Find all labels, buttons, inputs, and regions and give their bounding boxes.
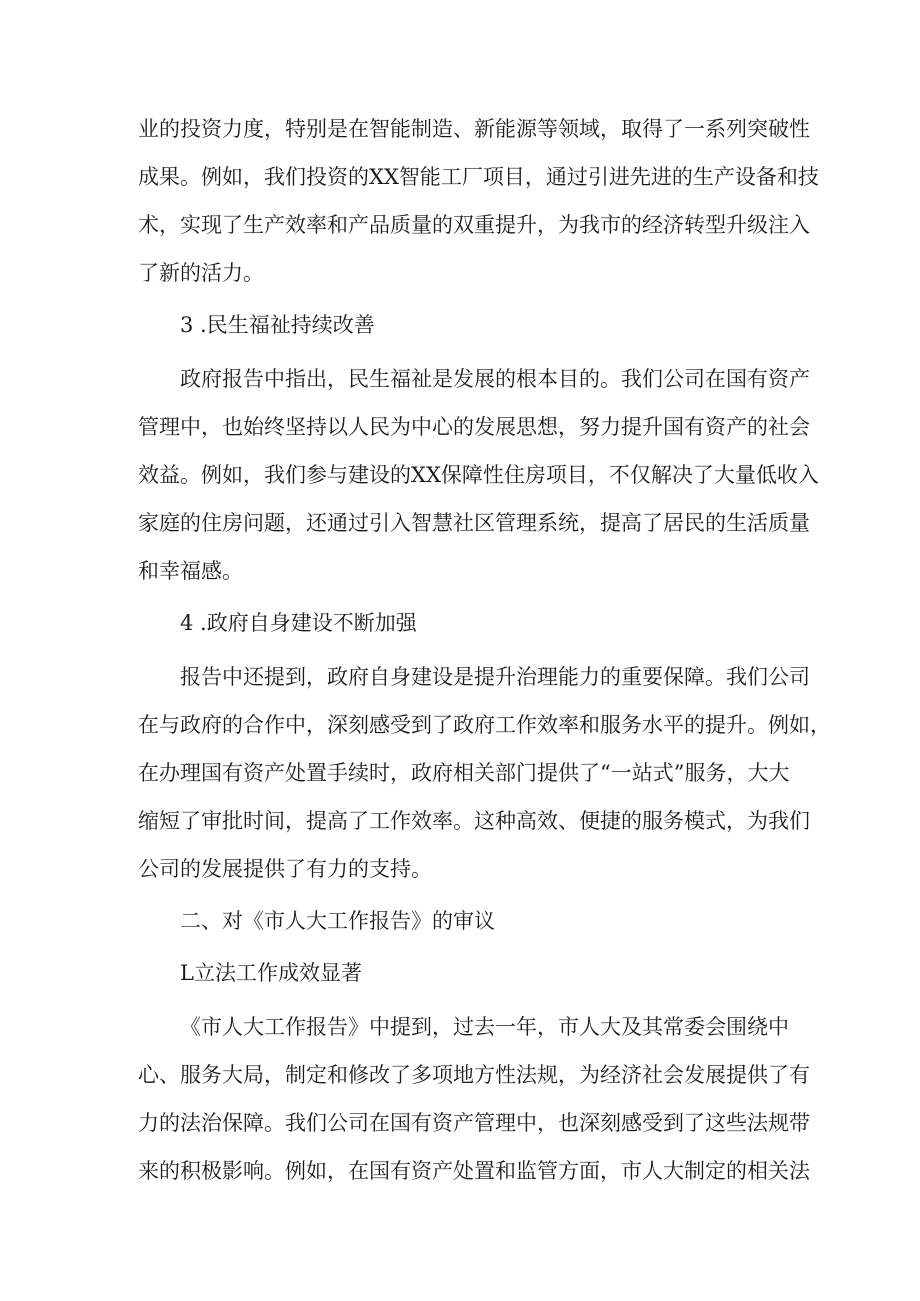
paragraph-line: 来的积极影响。例如，在国有资产处置和监管方面，市人大制定的相关法 <box>138 1159 810 1183</box>
paragraph-line: 在办理国有资产处置手续时，政府相关部门提供了“一站式”服务，大大 <box>138 761 790 785</box>
paragraph-line: 报告中还提到，政府自身建设是提升治理能力的重要保障。我们公司 <box>180 665 810 689</box>
paragraph-line: 家庭的住房问题，还通过引入智慧社区管理系统，提高了居民的生活质量 <box>138 511 810 535</box>
paragraph-line: 公司的发展提供了有力的支持。 <box>138 857 432 881</box>
paragraph-line: 成果。例如，我们投资的XX智能工厂项目，通过引进先进的生产设备和技 <box>138 165 819 189</box>
section-heading: 3 .民生福祉持续改善 <box>180 313 375 337</box>
paragraph-line: 心、服务大局，制定和修改了多项地方性法规，为经济社会发展提供了有 <box>138 1063 810 1087</box>
paragraph-line: 术，实现了生产效率和产品质量的双重提升，为我市的经济转型升级注入 <box>138 213 810 237</box>
subsection-heading: L立法工作成效显著 <box>180 961 362 985</box>
paragraph-line: 政府报告中指出，民生福祉是发展的根本目的。我们公司在国有资产 <box>180 367 810 391</box>
section-heading: 4 .政府自身建设不断加强 <box>180 611 417 635</box>
paragraph-line: 业的投资力度，特别是在智能制造、新能源等领域，取得了一系列突破性 <box>138 117 810 141</box>
paragraph-line: 管理中，也始终坚持以人民为中心的发展思想，努力提升国有资产的社会 <box>138 415 810 439</box>
paragraph-line: 了新的活力。 <box>138 261 264 285</box>
paragraph-line: 《市人大工作报告》中提到，过去一年，市人大及其常委会围绕中 <box>180 1015 789 1039</box>
paragraph-line: 在与政府的合作中，深刻感受到了政府工作效率和服务水平的提升。例如， <box>138 713 831 737</box>
paragraph-line: 和幸福感。 <box>138 559 243 583</box>
paragraph-line: 效益。例如，我们参与建设的XX保障性住房项目，不仅解决了大量低收入 <box>138 463 819 487</box>
paragraph-line: 缩短了审批时间，提高了工作效率。这种高效、便捷的服务模式，为我们 <box>138 809 810 833</box>
section-heading: 二、对《市人大工作报告》的审议 <box>180 909 495 933</box>
paragraph-line: 力的法治保障。我们公司在国有资产管理中，也深刻感受到了这些法规带 <box>138 1111 810 1135</box>
